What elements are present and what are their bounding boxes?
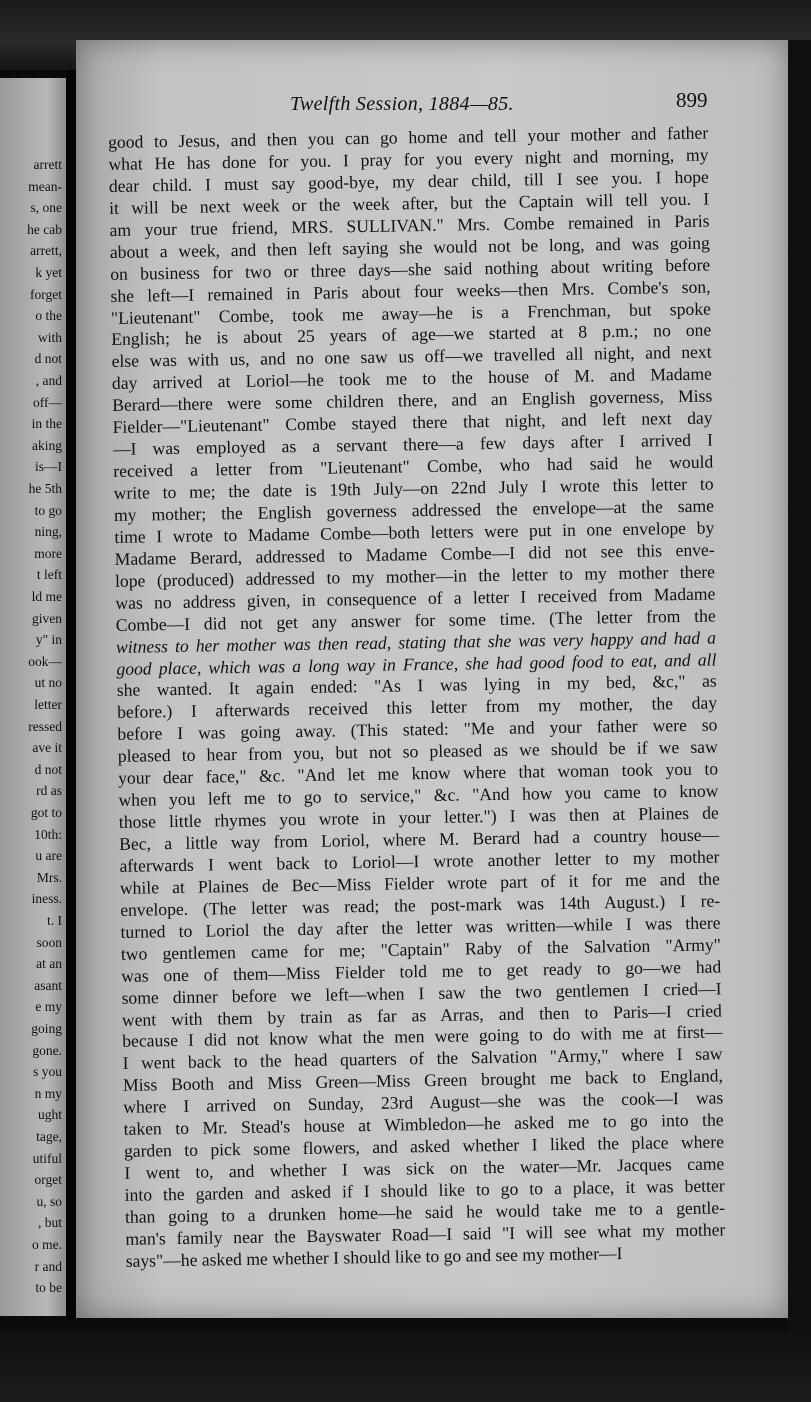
text-line: man's family near the Bayswater Road—I said "I will see what my mother <box>125 1219 726 1249</box>
text-line: "Lieutenant" Combe, took me away—he is a Frenchman, but spoke <box>110 298 711 328</box>
text-line: went with them by train as far as Arras, and then to Paris—I cried <box>121 999 723 1030</box>
text-line: Fielder—"Lieutenant" Combe stayed there that night, and left next day <box>112 407 713 438</box>
text-line: day arrived at Loriol—he took me to the house of M. and Madame <box>111 363 713 394</box>
facing-page-fragment: mean- <box>28 178 62 194</box>
facing-page-fragment: u, so <box>36 1193 62 1209</box>
running-head <box>290 93 514 116</box>
text-line: write to me; the date is 19th July—on 22nd July I wrote this letter to <box>113 473 714 503</box>
text-line: lope (produced) addressed to my mother—in the letter to my mother there <box>114 561 716 591</box>
text-line: good place, which was a long way in France, she had good food to eat, and all <box>116 649 717 679</box>
facing-page-fragment: utiful <box>32 1150 62 1166</box>
facing-page-fragment: ning, <box>34 524 62 540</box>
text-line: was no address given, in consequence of a letter I received from Madame <box>115 583 716 613</box>
facing-page-fragment: r and <box>34 1258 62 1274</box>
text-line: envelope. (The letter was read; the post-mark was 14th August.) I re- <box>120 890 721 920</box>
facing-page-fragment: s you <box>33 1064 62 1080</box>
facing-page-fragment: to be <box>35 1280 62 1296</box>
facing-page-fragment: letter <box>34 697 62 712</box>
facing-page-fragment: rd as <box>36 783 62 799</box>
facing-page-fragment: to go <box>34 502 62 518</box>
facing-page-fragment: s, one <box>30 200 62 216</box>
facing-page-fragment: k yet <box>35 265 62 280</box>
facing-page-fragment: n my <box>34 1085 62 1101</box>
text-line: am your true friend, MRS. SULLIVAN." Mrs. Combe remained in Paris <box>109 210 710 240</box>
facing-page-fragment: d not <box>34 351 62 367</box>
text-line: turned to Loriol the day after the letter was written—while I was there <box>120 912 721 942</box>
facing-page-fragment: e my <box>35 999 62 1015</box>
facing-page-fragment: asant <box>34 977 62 993</box>
facing-page-fragment: he cab <box>27 221 62 237</box>
facing-page-fragment: t left <box>36 567 62 583</box>
text-line: about a week, and then left saying she would not be long, and was going <box>109 232 710 262</box>
running-head-text: Twelfth Session, 1884—85. <box>290 93 514 115</box>
text-line: she left—I remained in Paris about four weeks—then Mrs. Combe's son, <box>110 276 711 306</box>
facing-page-fragment: tage, <box>36 1129 62 1144</box>
facing-page-fragment: , and <box>35 373 62 388</box>
text-line: those little rhymes you wrote in your letter.") I was then at Plaines de <box>118 802 719 832</box>
facing-page-fragment: ressed <box>28 718 62 734</box>
text-line: it will be next week or the week after, but the Captain will tell you. I <box>109 188 710 218</box>
text-line: she wanted. It again ended: "As I was lying in my bed, &c," as <box>116 670 717 701</box>
text-line: before I was going away. (This stated: "Me and your father were so <box>117 714 718 745</box>
text-line: two gentlemen came for me; "Captain" Raby of the Salvation "Army" <box>120 934 721 964</box>
text-line: I went back to the head quarters of the Salvation "Army," where I saw <box>122 1043 723 1074</box>
facing-page-fragment: ught <box>37 1107 62 1123</box>
text-line: time I wrote to Madame Combe—both letters were put in one envelope by <box>114 517 715 547</box>
text-line: Miss Booth and Miss Green—Miss Green brought me back to England, <box>122 1065 724 1096</box>
facing-page-fragment: ld me <box>31 589 62 604</box>
body-text <box>108 123 726 1273</box>
text-line: my mother; the English governess addressed the envelope—at the same <box>113 495 715 525</box>
facing-page-fragment: orget <box>34 1172 62 1188</box>
facing-page-fragment: arrett, <box>30 243 62 259</box>
scan-bottom-border <box>0 1330 811 1402</box>
facing-page-fragment: gone. <box>32 1042 62 1058</box>
facing-page-fragment: o me. <box>32 1237 62 1252</box>
text-line: good to Jesus, and then you can go home and tell your mother and father <box>108 122 709 152</box>
facing-page-fragment: 10th: <box>34 826 62 842</box>
text-line: where I arrived on Sunday, 23rd August—she was the cook—I was <box>123 1087 724 1118</box>
text-line: was one of them—Miss Fielder told me to get ready to go—we had <box>121 956 722 986</box>
text-line: because I did not know what the men were going to do with me at first— <box>122 1021 723 1052</box>
facing-page-fragment: at an <box>36 956 62 972</box>
facing-page-fragment: d not <box>34 761 62 777</box>
text-line: Bec, a little way from Loriol, where M. Berard had a country house— <box>119 824 720 854</box>
facing-page-fragment: in the <box>31 416 62 432</box>
text-line: else was with us, and no one saw us off—we travelled all night, and next <box>111 341 712 372</box>
facing-page-fragment: ut no <box>34 675 62 691</box>
facing-page-fragment: iness. <box>31 891 62 907</box>
text-line: says"—he asked me whether I should like to go and see my mother—I <box>125 1242 623 1271</box>
facing-page-fragment: , but <box>37 1215 62 1231</box>
facing-page-fragment: forget <box>30 286 62 302</box>
text-line: garden to pick some flowers, and asked whether I liked the place where <box>123 1131 725 1161</box>
facing-page-fragment: ook— <box>28 653 62 669</box>
text-line: some dinner before we left—when I saw the two gentlemen I cried—I <box>121 978 722 1008</box>
facing-page-fragment: with <box>37 329 62 345</box>
text-line: witness to her mother was then read, stating that she was very happy and had a <box>115 627 717 657</box>
facing-page-fragment: going <box>31 1021 62 1036</box>
facing-page-fragment: more <box>34 545 62 561</box>
text-line: on business for two or three days—she said nothing about writing before <box>110 254 711 284</box>
text-line: English; he is about 25 years of age—we started at 8 p.m.; no one <box>111 319 712 350</box>
text-line: Combe—I did not get any answer for some time. (The letter from the <box>115 605 716 635</box>
text-line: your dear face," &c. "And let me know where that woman took you to <box>117 758 719 789</box>
text-line: received a letter from "Lieutenant" Combe, who had said he would <box>113 451 714 482</box>
facing-page-fragment: o the <box>35 308 62 324</box>
book-gutter <box>66 70 76 1320</box>
text-line: Berard—there were some children there, and an English governess, Miss <box>112 385 713 416</box>
facing-page-fragment: aking <box>32 437 62 453</box>
facing-page-fragment: off— <box>33 394 62 410</box>
text-line: what He has done for you. I pray for you every night and morning, my <box>108 144 709 174</box>
text-line: before.) I afterwards received this letter from my mother, the day <box>116 692 718 723</box>
facing-page-fragment: given <box>32 610 62 626</box>
facing-page-fragment: soon <box>36 934 62 950</box>
facing-page-fragment: he 5th <box>28 481 62 496</box>
scan-right-border <box>788 40 811 1330</box>
text-line: —I was employed as a servant there—a few days after I arrived I <box>112 429 714 460</box>
facing-page-fragment: Mrs. <box>36 869 62 885</box>
text-line: afterwards I went back to Loriol—I wrote another letter to my mother <box>119 846 720 876</box>
text-line: than going to a drunken home—he said he would take me to a gentle- <box>124 1197 726 1227</box>
text-line: pleased to hear from you, but not so pleased as we should be if we saw <box>117 736 718 767</box>
facing-page-fragment: arrett <box>33 157 62 172</box>
facing-page-fragment: is—I <box>35 459 62 475</box>
text-line: Madame Berard, addressed to Madame Combe—I did not see this enve- <box>114 539 715 569</box>
text-line: I went to, and whether I was sick on the water—Mr. Jacques came <box>124 1153 725 1183</box>
facing-page-fragment: y" in <box>35 632 62 648</box>
page-number: 899 <box>676 88 708 112</box>
text-line: when you left me to go to service," &c. "And how you came to know <box>118 780 719 811</box>
text-line: dear child. I must say good-bye, my dear child, till I see you. I hope <box>108 166 709 196</box>
text-line: into the garden and asked if I should like to go to a place, it was better <box>124 1175 725 1205</box>
text-line: while at Plaines de Bec—Miss Fielder wrote part of it for me and the <box>119 868 720 898</box>
facing-page-edge <box>0 78 68 1316</box>
facing-page-fragment: ave it <box>32 740 62 756</box>
facing-page-fragment: got to <box>30 805 62 820</box>
text-line: taken to Mr. Stead's house at Wimbledon—he asked me to go into the <box>123 1109 724 1140</box>
facing-page-fragment: t. I <box>47 913 62 928</box>
facing-page-fragment: u are <box>35 848 62 864</box>
